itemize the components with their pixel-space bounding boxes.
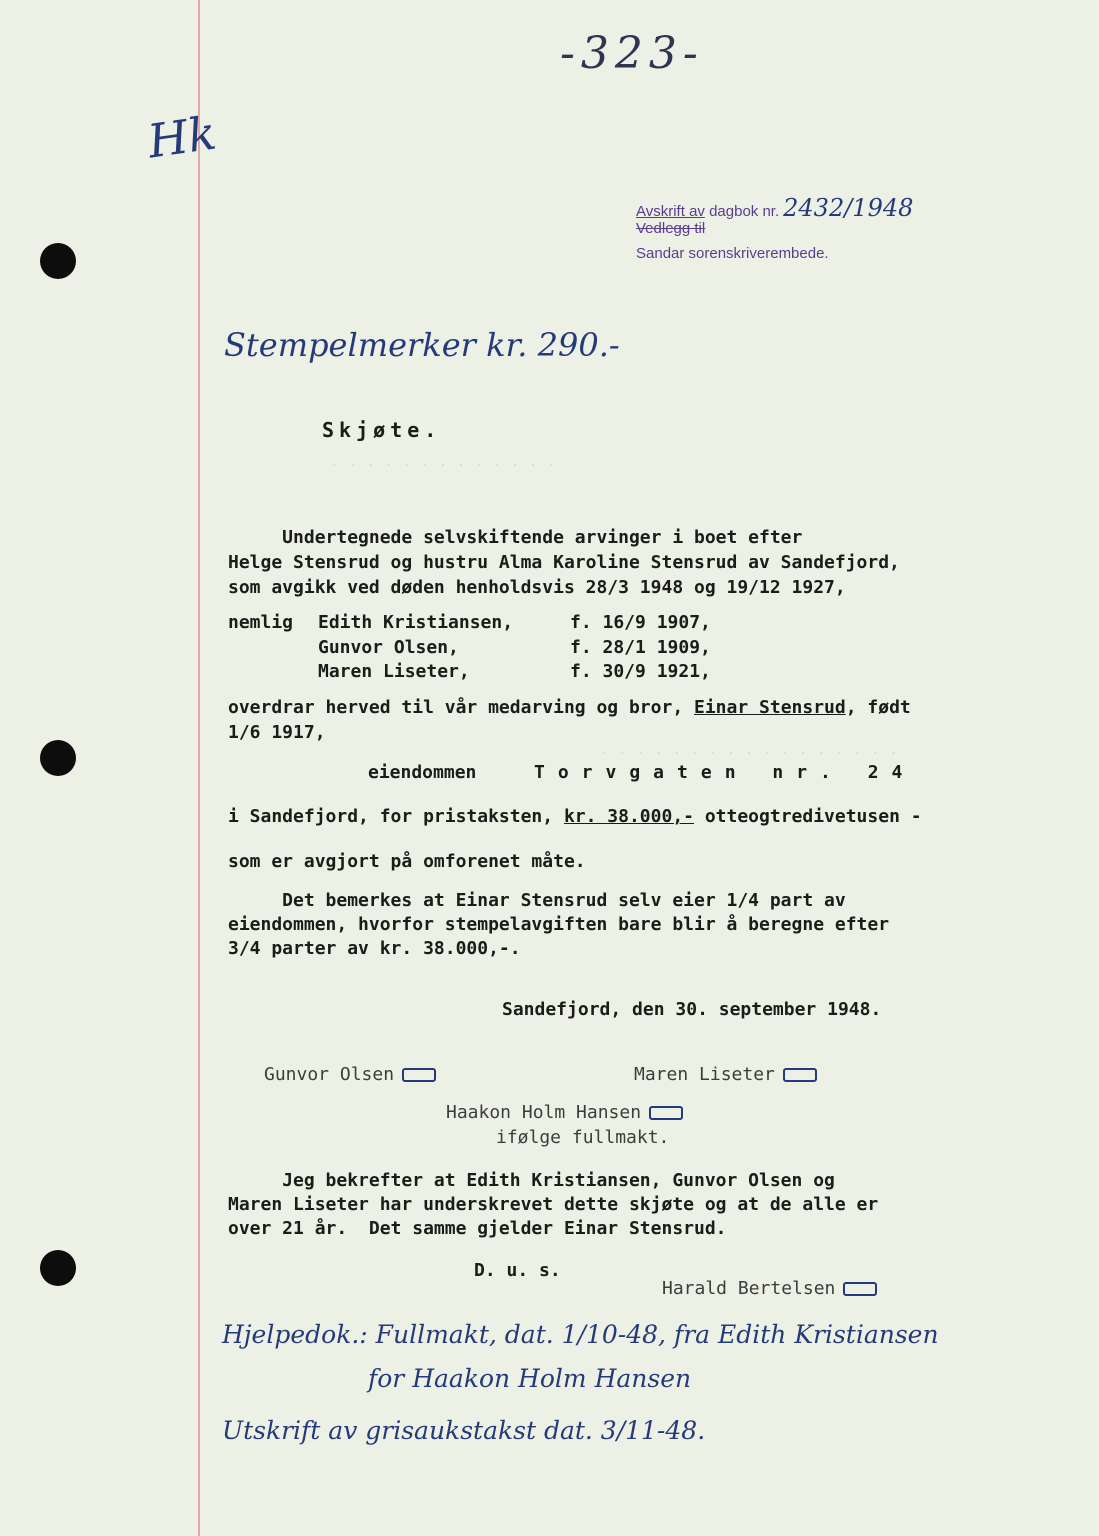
stamp-duty-note: Stempelmerker kr. 290.- [224,326,620,364]
dus-mark: D. u. s. [474,1260,561,1281]
transfer-line [228,697,911,718]
note-line: 3/4 parter av kr. 38.000,-. [228,938,521,959]
heir-born: f. 16/9 1907, [570,612,711,633]
stamp-dagbok-label: dagbok nr. [709,203,780,220]
seal-icon [843,1282,877,1296]
confirmation-line: Jeg bekrefter at Edith Kristiansen, Gunvor Olsen og [228,1170,835,1191]
bleed-through: . . . . . . . . . . . . . [330,452,556,470]
page-number: -323- [560,28,704,79]
signature-gunvor-olsen [264,1064,436,1085]
confirmation-line: over 21 år. Det samme gjelder Einar Stensrud. [228,1218,727,1239]
seal-icon [783,1068,817,1082]
transfer-birth: 1/6 1917, [228,722,326,743]
signature-name: Gunvor Olsen [264,1064,395,1085]
stamp-line1: Avskrift av [636,203,705,220]
document-title: Skjøte. [322,418,442,442]
price-amount: kr. 38.000,- [563,806,694,827]
price-text: otteogtredivetusen - [694,806,922,827]
punch-hole-middle [40,740,76,776]
registry-stamp [636,196,913,266]
heir-name: Gunvor Olsen, [318,637,459,658]
date-line: Sandefjord, den 30. september 1948. [502,999,882,1020]
seal-icon [402,1068,436,1082]
heir-born: f. 28/1 1909, [570,637,711,658]
agreed-line: som er avgjort på omforenet måte. [228,851,586,872]
para1-line: Undertegnede selvskiftende arvinger i boet efter [228,527,803,548]
para1-line: Helge Stensrud og hustru Alma Karoline Stensrud av Sandefjord, [228,552,900,573]
heir-name: Maren Liseter, [318,661,470,682]
signature-name: Maren Liseter [634,1064,775,1085]
signature-name: Harald Bertelsen [662,1278,836,1299]
stamp-office: Sandar sorenskriverembede. [636,245,829,262]
proxy-note: ifølge fullmakt. [496,1127,670,1148]
signature-maren-liseter [634,1064,817,1085]
annotation-line: Hjelpedok.: Fullmakt, dat. 1/10-48, fra Edith Kristiansen [222,1320,939,1349]
property-address: Torvgaten nr. 24 [534,762,916,783]
signature-haakon-holm-hansen [446,1102,683,1123]
heirs-intro: nemlig [228,612,294,633]
initials-mark: Hk [144,105,220,169]
annotation-line: Utskrift av grisaukstakst dat. 3/11-48. [222,1416,706,1445]
stamp-struck-line: Vedlegg til [636,220,706,237]
confirmation-line: Maren Liseter har underskrevet dette skjøte og at de alle er [228,1194,879,1215]
punch-hole-bottom [40,1250,76,1286]
para1-line: som avgikk ved døden henholdsvis 28/3 1948 og 19/12 1927, [228,577,846,598]
heir-name: Edith Kristiansen, [318,612,514,633]
transfer-text: overdrar herved til vår medarving og bror, [228,697,694,718]
punch-hole-top [40,243,76,279]
seal-icon [649,1106,683,1120]
price-line [228,806,922,827]
bleed-through: . . . . . . . . . . . . . . . . . [600,740,899,758]
margin-line [198,0,200,1536]
note-line: Det bemerkes at Einar Stensrud selv eier 1/4 part av [228,890,846,911]
heir-born: f. 30/9 1921, [570,661,711,682]
dagbok-number: 2432/1948 [783,194,914,222]
annotation-line: for Haakon Holm Hansen [368,1364,692,1393]
note-line: eiendommen, hvorfor stempelavgiften bare blir å beregne efter [228,914,890,935]
signature-name: Haakon Holm Hansen [446,1102,642,1123]
transfer-text: , født [845,697,911,718]
transfer-recipient: Einar Stensrud [694,697,846,718]
signature-harald-bertelsen [662,1278,877,1299]
price-text: i Sandefjord, for pristaksten, [228,806,564,827]
property-word: eiendommen [368,762,477,783]
